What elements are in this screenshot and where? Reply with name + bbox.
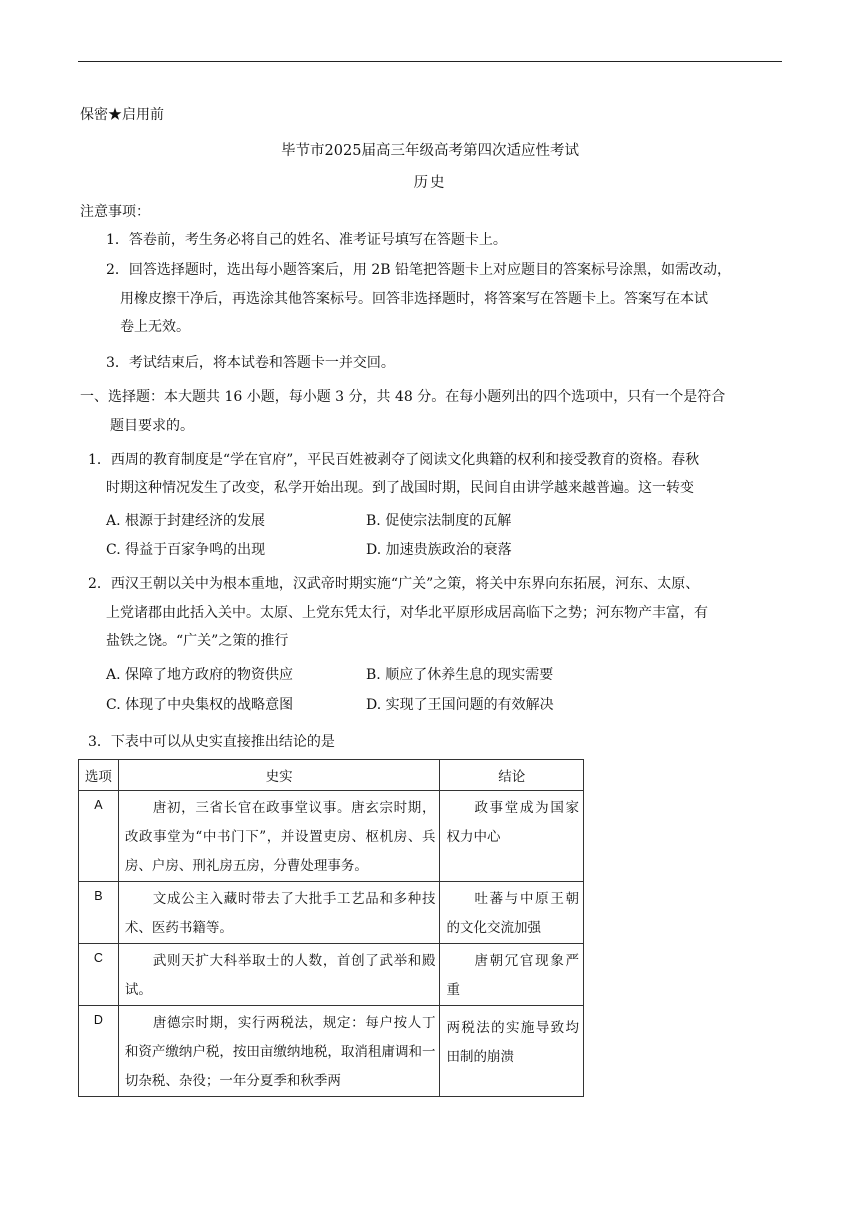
notice-item-2-line-1: 2．回答选择题时，选出每小题答案后，用 2B 铅笔把答题卡上对应题目的答案标号涂黑，如需改动， xyxy=(106,262,732,278)
table-row xyxy=(79,1006,584,1097)
q1-option-a: A. 根源于封建经济的发展 xyxy=(106,513,266,529)
q1-option-b: B. 促使宗法制度的瓦解 xyxy=(366,513,512,529)
table-header-row xyxy=(79,760,584,791)
header-conclusion: 结论 xyxy=(440,760,584,791)
q2-stem-line-2: 上党诸郡由此括入关中。太原、上党东凭太行，对华北平原形成居高临下之势；河东物产丰富，有 xyxy=(106,605,708,621)
header-fact: 史实 xyxy=(118,760,440,791)
q2-option-d: D. 实现了王国问题的有效解决 xyxy=(366,697,554,713)
section-1-instructions-line-2: 题目要求的。 xyxy=(110,418,194,434)
row-option: B xyxy=(94,889,103,903)
table-row xyxy=(79,944,584,1006)
row-conclusion: 政事堂成为国家权力中心 xyxy=(446,800,579,845)
q1-option-c: C. 得益于百家争鸣的出现 xyxy=(106,542,266,558)
q1-stem-line-1: 1．西周的教育制度是“学在官府”，平民百姓被剥夺了阅读文化典籍的权利和接受教育的资格。春秋 xyxy=(88,452,700,468)
notice-item-2-line-2: 用橡皮擦干净后，再选涂其他答案标号。回答非选择题时，将答案写在答题卡上。答案写在本试 xyxy=(120,291,708,307)
top-rule xyxy=(78,61,782,62)
notice-item-1: 1．答卷前，考生务必将自己的姓名、准考证号填写在答题卡上。 xyxy=(106,232,507,248)
row-conclusion: 唐朝冗官现象严重 xyxy=(446,953,579,998)
row-fact: 唐德宗时期，实行两税法，规定：每户按人丁和资产缴纳户税，按田亩缴纳地税，取消租庸调和一切杂税、杂役；一年分夏季和秋季两 xyxy=(124,1015,436,1089)
q3-table xyxy=(78,759,584,1097)
q2-option-b: B. 顺应了休养生息的现实需要 xyxy=(366,667,554,683)
q2-option-c: C. 体现了中央集权的战略意图 xyxy=(106,697,294,713)
notice-item-3: 3．考试结束后，将本试卷和答题卡一并交回。 xyxy=(106,355,395,371)
notice-heading: 注意事项： xyxy=(80,204,150,220)
exam-title: 毕节市2025届高三年级高考第四次适应性考试 xyxy=(281,143,579,159)
q2-stem-line-3: 盐铁之饶。“广关”之策的推行 xyxy=(106,633,289,649)
q1-option-d: D. 加速贵族政治的衰落 xyxy=(366,542,512,558)
row-option: D xyxy=(93,1013,103,1027)
table-row xyxy=(79,882,584,944)
row-conclusion: 吐蕃与中原王朝的文化交流加强 xyxy=(446,891,579,936)
notice-item-2-line-3: 卷上无效。 xyxy=(120,319,190,335)
row-option: A xyxy=(94,798,103,812)
q2-stem-line-1: 2．西汉王朝以关中为根本重地，汉武帝时期实施“广关”之策，将关中东界向东拓展，河东、太原、 xyxy=(88,576,700,592)
table-row xyxy=(79,791,584,882)
row-fact: 武则天扩大科举取士的人数，首创了武举和殿试。 xyxy=(124,953,436,998)
row-option: C xyxy=(93,951,103,965)
header-option: 选项 xyxy=(79,760,119,791)
q2-option-a: A. 保障了地方政府的物资供应 xyxy=(106,667,294,683)
confidential-mark: 保密★启用前 xyxy=(80,107,164,123)
row-fact: 唐初，三省长官在政事堂议事。唐玄宗时期，改政事堂为“中书门下”，并设置吏房、枢机房、兵房、户房、刑礼房五房，分曹处理事务。 xyxy=(124,800,436,874)
q1-stem-line-2: 时期这种情况发生了改变，私学开始出现。到了战国时期，民间自由讲学越来越普遍。这一转变 xyxy=(106,480,694,496)
row-conclusion: 两税法的实施导致均田制的崩溃 xyxy=(446,1020,579,1065)
exam-subject: 历史 xyxy=(413,175,447,191)
row-fact: 文成公主入藏时带去了大批手工艺品和多种技术、医药书籍等。 xyxy=(124,891,436,936)
section-1-instructions-line-1: 一、选择题：本大题共 16 小题，每小题 3 分，共 48 分。在每小题列出的四个选项中，只有一个是符合 xyxy=(80,389,726,405)
q3-stem: 3．下表中可以从史实直接推出结论的是 xyxy=(88,734,335,750)
